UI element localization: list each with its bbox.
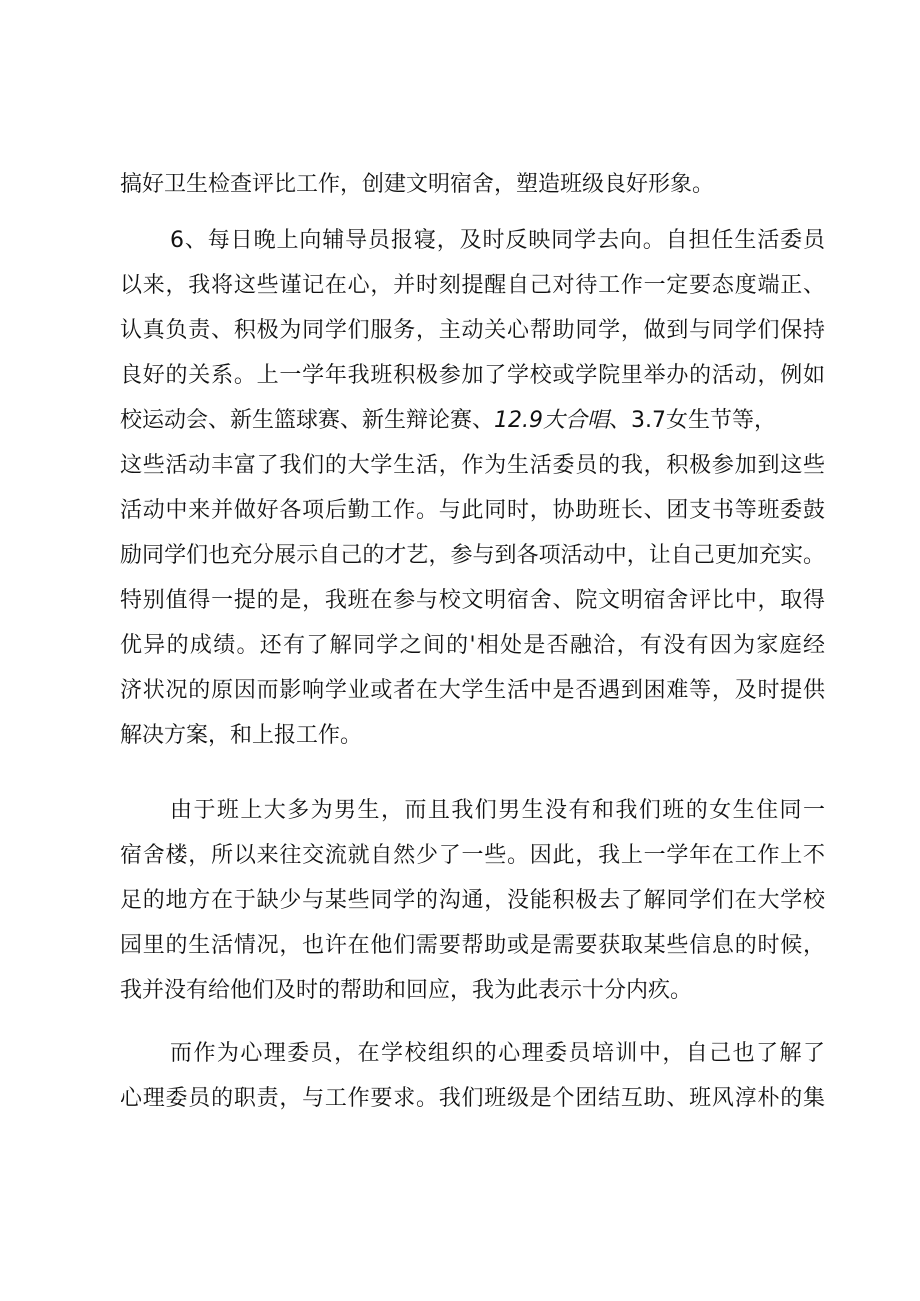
text-line: 特别值得一提的是，我班在参与校文明宿舍、院文明宿舍评比中，取得 [120,588,825,613]
text-line: 良好的关系。上一学年我班积极参加了学校或学院里举办的活动，例如 [120,363,825,388]
text-line: 活动中来并做好各项后勤工作。与此同时，协助班长、团支书等班委鼓 [120,498,825,523]
text-segment: 校运动会、新生篮球赛、新生辩论赛、 [120,408,495,433]
italic-text-segment: 12.9大合唱 [494,408,610,433]
text-line: 励同学们也充分展示自己的才艺，参与到各项活动中，让自己更加充实。 [120,543,825,568]
text-line: 我并没有给他们及时的帮助和回应，我为此表示十分内疚。 [120,978,693,1003]
text-line: 宿舍楼，所以来往交流就自然少了一些。因此，我上一学年在工作上不 [120,843,825,868]
text-line: 足的地方在于缺少与某些同学的沟通，没能积极去了解同学们在大学校 [120,888,825,913]
text-line: 园里的生活情况，也许在他们需要帮助或是需要获取某些信息的时候， [120,933,825,958]
text-line: 6、每日晚上向辅导员报寝，及时反映同学去向。自担任生活委员 [170,228,825,253]
text-line: 以来，我将这些谨记在心，并时刻提醒自己对待工作一定要态度端正、 [120,273,825,298]
text-line: 由于班上大多为男生，而且我们男生没有和我们班的女生住同一 [170,798,825,823]
text-line: 心理委员的职责，与工作要求。我们班级是个团结互助、班风淳朴的集 [120,1086,825,1111]
text-line: 搞好卫生检查评比工作，创建文明宿舍，塑造班级良好形象。 [120,172,715,197]
text-segment: 、3.7女生节等， [609,408,777,433]
text-line: 这些活动丰富了我们的大学生活，作为生活委员的我，积极参加到这些 [120,453,825,478]
text-line: 认真负责、积极为同学们服务，主动关心帮助同学，做到与同学们保持 [120,318,825,343]
text-line: 解决方案，和上报工作。 [120,723,363,748]
text-line: 优异的成绩。还有了解同学之间的'相处是否融洽，有没有因为家庭经 [120,633,825,658]
text-line-mixed [120,410,776,432]
text-line: 而作为心理委员，在学校组织的心理委员培训中，自己也了解了 [170,1041,825,1066]
text-line: 济状况的原因而影响学业或者在大学生活中是否遇到困难等，及时提供 [120,678,825,703]
